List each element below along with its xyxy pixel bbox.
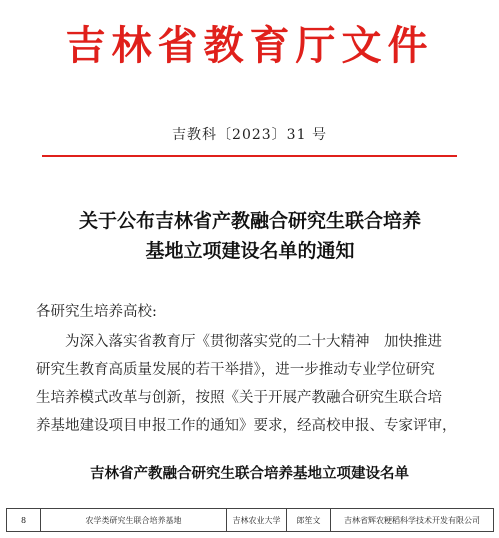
notice-title-line: 关于公布吉林省产教融合研究生联合培养 [78,210,421,232]
row-number-cell: 8 [7,509,41,532]
body-paragraph [36,328,464,440]
list-title: 吉林省产教融合研究生联合培养基地立项建设名单 [90,465,409,482]
base-list-table [6,508,494,532]
notice-title [40,206,460,266]
table-row [7,509,494,532]
salutation: 各研究生培养高校: [36,304,157,320]
person-cell: 郎笙文 [287,509,331,532]
body-line: 为深入落实省教育厅《贯彻落实党的二十大精神 加快推进 [65,334,442,350]
notice-title-line: 基地立项建设名单的通知 [145,240,355,262]
body-line: 生培养模式改革与创新，按照《关于开展产教融合研究生联合培 [36,390,442,406]
company-cell: 吉林省辉农粳稻科学技术开发有限公司 [331,509,494,532]
document-number: 吉教科〔2023〕31 号 [172,127,327,143]
red-divider-line [42,155,457,157]
university-cell: 吉林农业大学 [227,509,287,532]
masthead-title: 吉林省教育厅文件 [65,22,434,69]
body-line: 研究生教育高质量发展的若干举措》，进一步推动专业学位研究 [36,362,435,378]
body-line: 养基地建设项目申报工作的通知》要求，经高校申报、专家评审， [36,418,457,434]
base-name-cell: 农学类研究生联合培养基地 [41,509,227,532]
